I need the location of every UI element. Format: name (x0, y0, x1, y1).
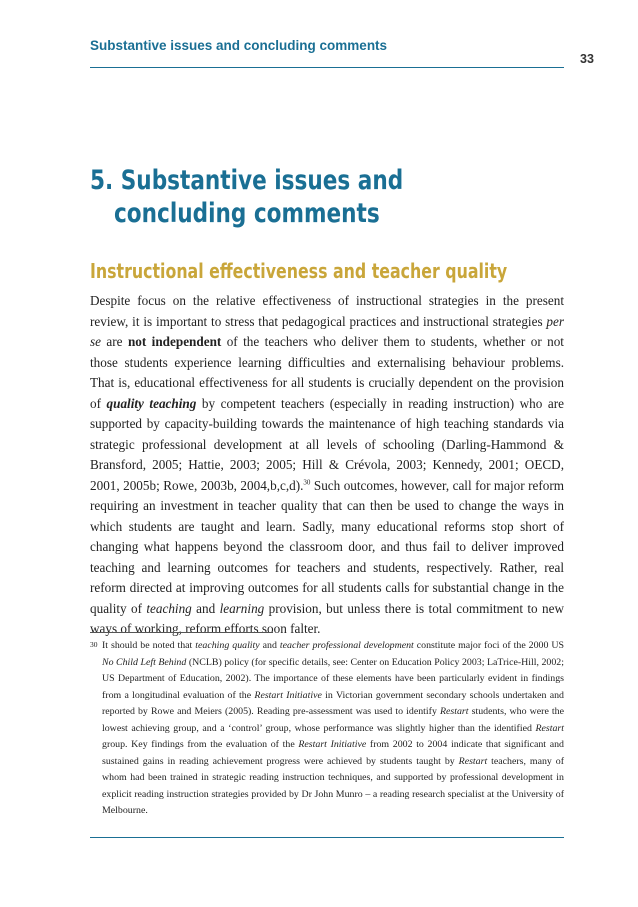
footnote-number: 30 (90, 640, 98, 649)
section-heading: Instructional effectiveness and teacher quality (90, 259, 508, 283)
not-independent-bold: not independent (127, 334, 222, 349)
bottom-rule (90, 837, 564, 838)
body-paragraph: Despite focus on the relative effectiveness of instructional strategies in the present review, it is important to stress that pedagogical practices and instructional strategies per se are not independent of the teachers who deliver them to students, whether or not those students experience learning difficulties and externalising behaviour problems. That is, educational effectiveness for all students is crucially dependent on the provision of quality teaching by competent teachers (especially in reading instruction) who are supported by capacity-building towards the maintenance of high teaching standards via strategic professional development at all levels of schooling (Darling-Hammond & Bransford, 2005; Hattie, 2003; 2005; Hill & Crévola, 2003; Kennedy, 2001; OECD, 2001, 2005b; Rowe, 2003b, 2004,b,c,d).$^{30}$ Such outcomes, however, call for major reform requiring an investment in teacher quality that can then be used to change the ways in which students are taught and learn. Sadly, many educational reforms stop short of changing what happens beyond the classroom door, and thus fail to deliver improved teaching and learning outcomes for teachers and students, respectively. Rather, real reform directed at improving outcomes for all students calls for substantial change in the quality of teaching and learning provision, but unless there is total commitment to new ways of working, reform efforts soon falter. (90, 293, 564, 636)
footnote-reference[interactable]: 30 (303, 478, 311, 487)
chapter-title-line-1: 5. Substantive issues and (90, 165, 404, 196)
footnote (90, 638, 564, 820)
page-number: 33 (580, 52, 594, 66)
running-title: Substantive issues and concluding comments (90, 38, 388, 53)
quality-teaching-emphasis: quality teaching (106, 395, 197, 411)
header-rule (90, 67, 564, 68)
chapter-title-line-2: concluding comments (114, 198, 380, 229)
footnote-rule (90, 632, 273, 633)
chapter-title (90, 164, 403, 230)
learning-italic: learning (219, 600, 265, 616)
per-se-italic: per se (90, 313, 564, 349)
teaching-italic: teaching (146, 600, 192, 616)
running-header (90, 38, 564, 53)
footnote-text: It should be noted that teaching quality and teacher professional development constitute major foci of the 2000 US No Child Left Behind (NCLB) policy (for specific details, see: Center on Education Policy 2003; LaTrice-Hill, 2002; US Department of Education, 2002). The importance of these elements have been particularly evident in findings from a longitudinal evaluation of the Restart Initiative in Victorian government secondary schools undertaken and reported by Rowe and Meiers (2005). Reading pre-assessment was used to identify Restart students, who were the lowest achieving group, and a ‘control’ group, whose performance was slightly higher than the identified Restart group. Key findings from the evaluation of the Restart Initiative from 2002 to 2004 indicate that significant and sustained gains in reading achievement progress were achieved by students taught by Restart teachers, many of whom had been trained in strategic reading instruction techniques, and supported by professional development in explicit reading instruction strategies provided by Dr John Munro – a reading research specialist at the University of Melbourne. (102, 640, 565, 816)
